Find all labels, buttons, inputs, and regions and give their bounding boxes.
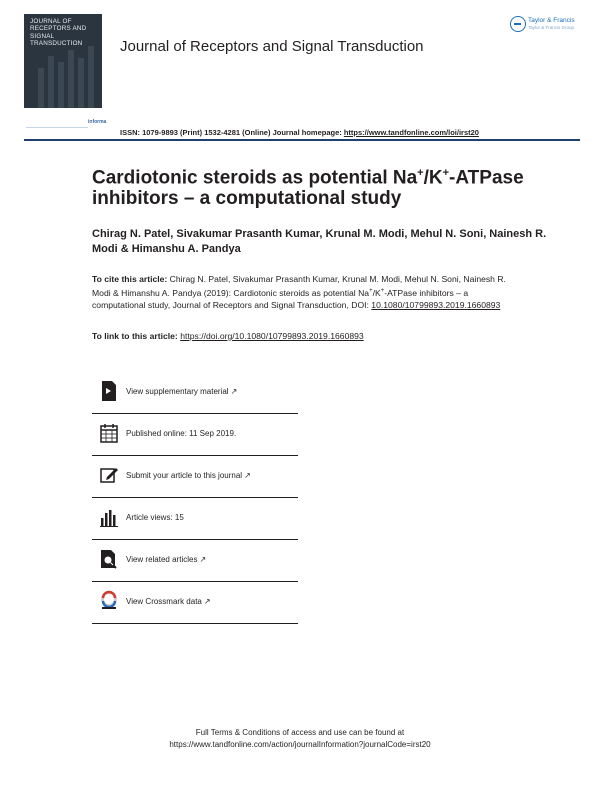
header-rule xyxy=(24,139,580,141)
search-document-icon xyxy=(100,548,118,570)
supplementary-icon xyxy=(100,380,118,402)
crossmark-icon xyxy=(100,590,118,612)
issn-line xyxy=(120,128,479,137)
cover-decoration xyxy=(48,56,54,108)
cover-decoration xyxy=(78,58,84,108)
cover-decoration xyxy=(38,68,44,108)
link-label: To link to this article: xyxy=(92,331,181,341)
footer-terms-text: Full Terms & Conditions of access and use can be found at xyxy=(195,728,405,737)
informa-logo: informa xyxy=(88,119,107,125)
cover-decoration xyxy=(58,62,64,108)
article-doi-url[interactable]: https://doi.org/10.1080/10799893.2019.1660893 xyxy=(180,331,364,341)
journal-cover-image xyxy=(24,14,102,108)
tf-logo-sub: Taylor & Francis Group xyxy=(528,25,575,30)
view-crossmark-data[interactable]: View Crossmark data ↗ xyxy=(92,582,298,624)
submit-article[interactable]: Submit your article to this journal ↗ xyxy=(92,456,298,498)
citation-label: To cite this article: xyxy=(92,274,168,284)
view-related-articles[interactable]: View related articles ↗ xyxy=(92,540,298,582)
tf-logo-name: Taylor & Francis xyxy=(528,17,575,24)
journal-title: Journal of Receptors and Signal Transduction xyxy=(120,38,424,55)
footer xyxy=(0,727,600,751)
cover-title: JOURNAL OF RECEPTORS AND SIGNAL TRANSDUCTION xyxy=(30,18,87,48)
published-online: Published online: 11 Sep 2019. xyxy=(92,414,298,456)
external-link-icon: ↗ xyxy=(230,387,238,396)
footer-terms-url[interactable]: https://www.tandfonline.com/action/journalInformation?journalCode=irst20 xyxy=(169,740,431,749)
link-to-article xyxy=(92,331,364,341)
journal-homepage-link[interactable]: https://www.tandfonline.com/loi/irst20 xyxy=(343,128,479,137)
bar-chart-icon xyxy=(100,506,118,528)
external-link-icon: ↗ xyxy=(244,471,251,480)
cover-caption-line xyxy=(26,127,88,128)
issn-text: ISSN: 1079-9893 (Print) 1532-4281 (Online) Journal homepage: xyxy=(120,128,344,137)
view-supplementary-material[interactable]: View supplementary material ↗ xyxy=(92,372,298,414)
external-link-icon: ↗ xyxy=(199,555,207,564)
cover-decoration xyxy=(88,46,94,108)
edit-icon xyxy=(100,464,118,486)
cover-decoration xyxy=(68,50,74,108)
citation-block: To cite this article: Chirag N. Patel, Sivakumar Prasanth Kumar, Krunal M. Modi, Mehul N. Soni, Nainesh R. Modi & Himanshu A. Pandya (2019): Cardiotonic steroids as potential Na+/K+-ATPase inhibitors – a computational study, Journal of Receptors and Signal Transduction, DOI: 10.1080/10799893.2019.1660893 xyxy=(92,274,506,310)
article-authors: Chirag N. Patel, Sivakumar Prasanth Kumar, Krunal M. Modi, Mehul N. Soni, Nainesh R. Modi & Himanshu A. Pandya xyxy=(92,228,547,255)
doi-link[interactable]: 10.1080/10799893.2019.1660893 xyxy=(371,299,501,310)
article-title: Cardiotonic steroids as potential Na+/K+-ATPase inhibitors – a computational study xyxy=(92,167,524,210)
article-actions-list xyxy=(92,372,298,624)
taylor-francis-logo[interactable] xyxy=(510,16,582,36)
calendar-icon xyxy=(100,422,118,444)
article-views: Article views: 15 xyxy=(92,498,298,540)
external-link-icon: ↗ xyxy=(203,597,211,606)
tf-logo-icon xyxy=(510,16,526,32)
